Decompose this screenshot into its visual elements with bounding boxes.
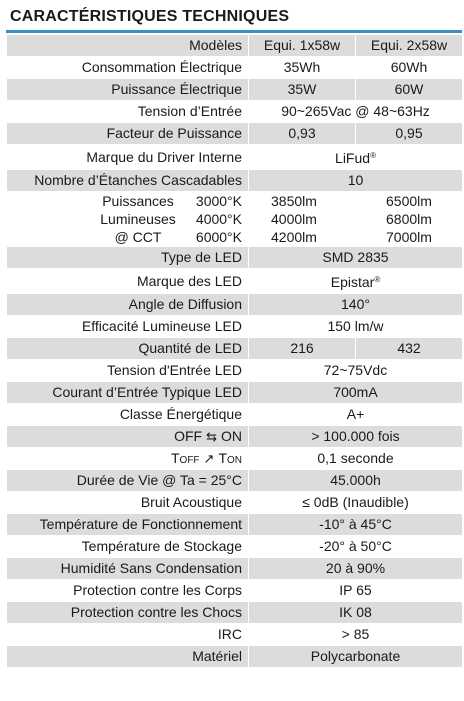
table-row-materiel: [7, 646, 463, 668]
row-label: Type de LED: [7, 247, 249, 269]
value-1x58w: 35W: [249, 79, 356, 101]
row-label: Tension d’Entrée: [7, 101, 249, 123]
row-label-cct: [7, 192, 249, 247]
row-value: -10° à 45°C: [249, 514, 463, 536]
table-row-type-led: [7, 247, 463, 269]
row-value: [249, 269, 463, 294]
row-value: 700mA: [249, 382, 463, 404]
value-1x58w: 0,93: [249, 123, 356, 145]
row-value: ≤ 0dB (Inaudible): [249, 492, 463, 514]
table-row-marque-led: [7, 269, 463, 294]
row-value: 20 à 90%: [249, 558, 463, 580]
lumen-value: 4000lm: [271, 211, 317, 227]
table-row-modeles: [7, 35, 463, 57]
table-row-efficacite: [7, 316, 463, 338]
lumen-value: 7000lm: [386, 229, 432, 245]
section-title: CARACTÉRISTIQUES TECHNIQUES: [10, 8, 290, 25]
table-row-cycles: [7, 426, 463, 448]
table-row-etanches: [7, 170, 463, 192]
lumen-value: 6500lm: [386, 193, 432, 209]
value-1x58w: 216: [249, 338, 356, 360]
table-row-angle: [7, 294, 463, 316]
spec-table: [6, 34, 463, 668]
row-value: IP 65: [249, 580, 463, 602]
on-label: ON: [221, 428, 242, 444]
row-label: Température de Fonctionnement: [7, 514, 249, 536]
cct-label-lines: [88, 192, 188, 246]
value-2x58w: 60Wh: [356, 57, 463, 79]
row-label: Modèles: [7, 35, 249, 57]
table-row-facteur: [7, 123, 463, 145]
row-label: Consommation Électrique: [7, 57, 249, 79]
row-value: Polycarbonate: [249, 646, 463, 668]
table-row-irc: [7, 624, 463, 646]
row-label: Bruit Acoustique: [7, 492, 249, 514]
lumen-value: 6800lm: [386, 211, 432, 227]
model-2x58w: Equi. 2x58w: [356, 35, 463, 57]
table-row-temp-fonct: [7, 514, 463, 536]
row-value: -20° à 50°C: [249, 536, 463, 558]
brand-name: Epistar: [330, 274, 375, 290]
row-label: Classe Énergétique: [7, 404, 249, 426]
row-label: Marque du Driver Interne: [7, 145, 249, 170]
row-value: 140°: [249, 294, 463, 316]
value-2x58w: 432: [356, 338, 463, 360]
cct-temperature: 6000°K: [195, 229, 242, 245]
row-label: Puissance Électrique: [7, 79, 249, 101]
brand-name: LiFud: [335, 150, 371, 166]
switch-arrows-icon: ⇆: [206, 429, 217, 444]
table-row-toff-ton: [7, 448, 463, 470]
row-label: Tension d'Entrée LED: [7, 360, 249, 382]
row-label: Durée de Vie @ Ta = 25°C: [7, 470, 249, 492]
row-value: > 85: [249, 624, 463, 646]
row-value: > 100.000 fois: [249, 426, 463, 448]
title-underline: [6, 30, 462, 33]
row-label: [7, 448, 249, 470]
lumens-2x58w: [356, 192, 463, 247]
table-row-bruit: [7, 492, 463, 514]
row-label: Humidité Sans Condensation: [7, 558, 249, 580]
row-value: 90~265Vac @ 48~63Hz: [249, 101, 463, 123]
toff-label: Toff: [170, 450, 200, 466]
model-1x58w: Equi. 1x58w: [249, 35, 356, 57]
table-row-temp-stock: [7, 536, 463, 558]
lumens-1x58w: [249, 192, 356, 247]
row-label: [7, 426, 249, 448]
cct-temperature: 4000°K: [195, 211, 242, 227]
row-label: Courant d’Entrée Typique LED: [7, 382, 249, 404]
row-label: Protection contre les Chocs: [7, 602, 249, 624]
row-value: 45.000h: [249, 470, 463, 492]
table-row-prot-chocs: [7, 602, 463, 624]
row-label: Température de Stockage: [7, 536, 249, 558]
table-row-cct: [7, 192, 463, 247]
cct-label-line: Lumineuses: [100, 211, 176, 227]
row-value: 150 lm/w: [249, 316, 463, 338]
table-row-consommation: [7, 57, 463, 79]
table-row-courant: [7, 382, 463, 404]
table-row-duree: [7, 470, 463, 492]
table-row-tension-dc: [7, 360, 463, 382]
off-label: OFF: [174, 428, 203, 444]
row-value: [249, 145, 463, 170]
ton-label: Ton: [218, 450, 242, 466]
row-label: Nombre d’Étanches Cascadables: [7, 170, 249, 192]
table-row-puissance: [7, 79, 463, 101]
row-label: IRC: [7, 624, 249, 646]
row-label: Matériel: [7, 646, 249, 668]
table-row-classe: [7, 404, 463, 426]
row-value: IK 08: [249, 602, 463, 624]
row-label: Marque des LED: [7, 269, 249, 294]
value-2x58w: 0,95: [356, 123, 463, 145]
cct-label-line: @ CCT: [114, 229, 162, 245]
row-label: Efficacité Lumineuse LED: [7, 316, 249, 338]
registered-mark: ®: [370, 151, 376, 160]
lumen-value: 3850lm: [271, 193, 317, 209]
row-value: 10: [249, 170, 463, 192]
row-label: Quantité de LED: [7, 338, 249, 360]
registered-mark: ®: [374, 275, 381, 284]
row-label: Angle de Diffusion: [7, 294, 249, 316]
row-value: A+: [249, 404, 463, 426]
row-value: 0,1 seconde: [249, 448, 463, 470]
value-1x58w: 35Wh: [249, 57, 356, 79]
row-value: SMD 2835: [249, 247, 463, 269]
cct-temperatures: [182, 192, 242, 246]
row-value: 72~75Vdc: [249, 360, 463, 382]
table-row-tension: [7, 101, 463, 123]
cct-label-line: Puissances: [102, 193, 174, 209]
table-row-prot-corps: [7, 580, 463, 602]
table-row-humidite: [7, 558, 463, 580]
cct-temperature: 3000°K: [195, 193, 242, 209]
table-row-driver: [7, 145, 463, 170]
row-label: Protection contre les Corps: [7, 580, 249, 602]
table-row-quantite: [7, 338, 463, 360]
value-2x58w: 60W: [356, 79, 463, 101]
lumen-value: 4200lm: [271, 229, 317, 245]
rise-arrow-icon: ↗: [203, 451, 215, 466]
row-label: Facteur de Puissance: [7, 123, 249, 145]
